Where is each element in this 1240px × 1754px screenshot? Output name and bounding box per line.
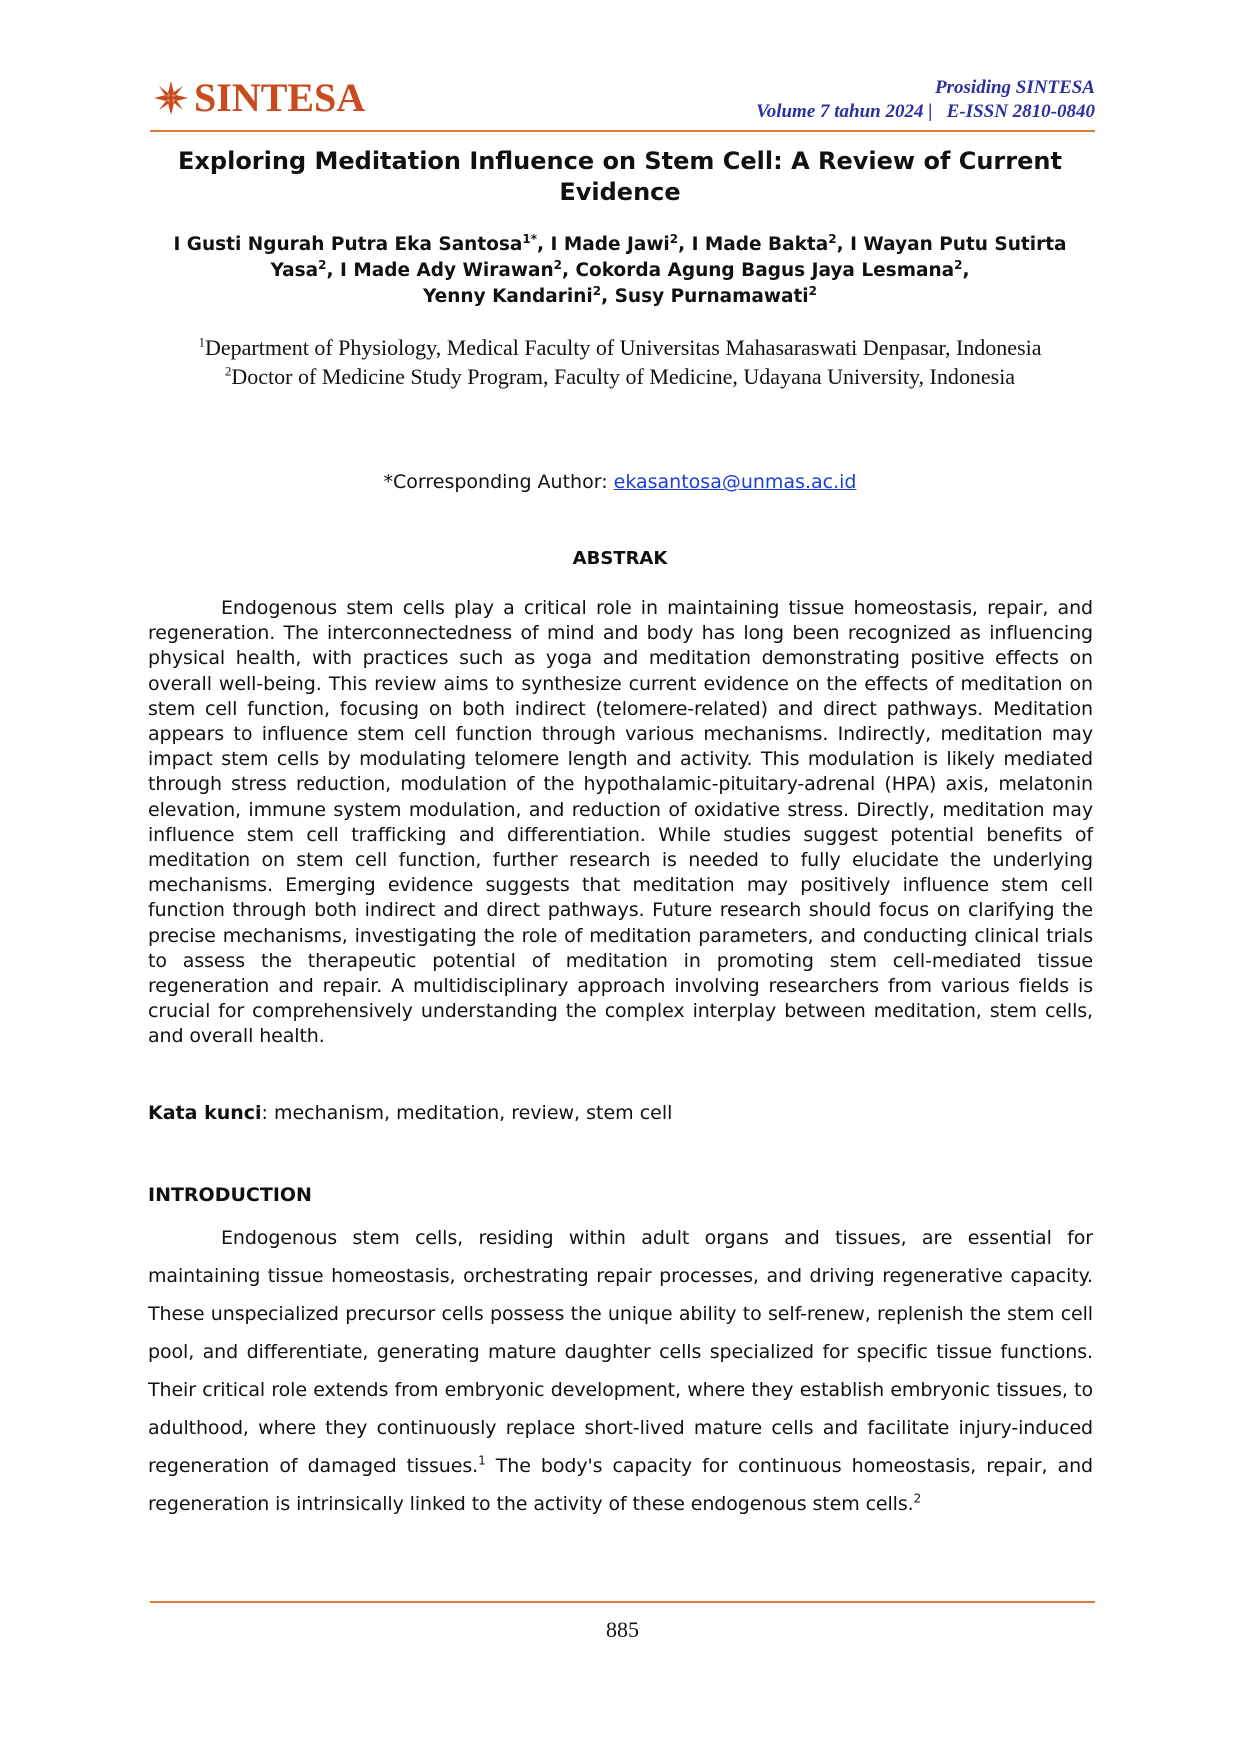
affiliation-text: Department of Physiology, Medical Faculty of Universitas Mahasaraswati Denpasar, Indonesia <box>204 335 1042 360</box>
author-affiliation-mark: 2 <box>592 283 602 298</box>
sintesa-logo <box>150 76 365 120</box>
author-list <box>140 232 1100 310</box>
intro-paragraph-part: Endogenous stem cells, residing within adult organs and tissues, are essential for maintaining tissue homeostasis, orchestrating repair processes, and driving regenerative capacity. These unspecialized precursor cells possess the unique ability to self-renew, replenish the stem cell pool, and differentiate, generating mature daughter cells specialized for specific tissue functions. Their critical role extends from embryonic development, where they establish embryonic tissues, to adulthood, where they continuously replace short-lived mature cells and facilitate injury-induced regeneration of damaged tissues. <box>148 1227 1093 1477</box>
intro-paragraph-part: The body's capacity for continuous homeostasis, repair, and regeneration is intrinsically linked to the activity of these endogenous stem cells. <box>148 1455 1093 1515</box>
author: Susy Purnamawati <box>614 286 809 307</box>
introduction-text <box>148 1219 1093 1523</box>
author-affiliation-mark: 2 <box>828 231 837 246</box>
keywords <box>148 1101 1093 1125</box>
author: Cokorda Agung Bagus Jaya Lesmana <box>575 260 955 281</box>
affiliation-text: Doctor of Medicine Study Program, Faculty of Medicine, Udayana University, Indonesia <box>231 364 1016 389</box>
author-affiliation-mark: 2 <box>669 231 679 246</box>
affiliation <box>140 362 1100 391</box>
corresponding-email-link[interactable]: ekasantosa@unmas.ac.id <box>613 471 857 493</box>
page-header <box>150 70 1095 130</box>
author: I Made Ady Wirawan <box>340 260 554 281</box>
corresponding-label: *Corresponding Author: <box>383 471 614 493</box>
keywords-label: Kata kunci <box>148 1102 262 1124</box>
author-separator: , <box>962 260 970 281</box>
volume-info: Volume 7 tahun 2024 | <box>756 101 933 122</box>
header-divider <box>150 130 1095 132</box>
abstract-text: Endogenous stem cells play a critical role in maintaining tissue homeostasis, repair, and regeneration. The interconnectedness of mind and body has long been recognized as influencing physical health, with practices such as yoga and meditation demonstrating positive effects on overall well-being. This review aims to synthesize current evidence on the effects of meditation on stem cell function, focusing on both indirect (telomere-related) and direct pathways. Meditation appears to influence stem cell function through various mechanisms. Indirectly, meditation may impact stem cells by modulating telomere length and activity. This modulation is likely mediated through stress reduction, modulation of the hypothalamic-pituitary-adrenal (HPA) axis, melatonin elevation, immune system modulation, and reduction of oxidative stress. Directly, meditation may influence stem cell trafficking and differentiation. While studies suggest potential benefits of meditation on stem cell function, further research is needed to fully elucidate the underlying mechanisms. Emerging evidence suggests that meditation may positively influence stem cell function through both indirect and direct pathways. Future research should focus on clarifying the precise mechanisms, investigating the role of meditation parameters, and conducting clinical trials to assess the therapeutic potential of meditation in promoting stem cell-mediated tissue regeneration and repair. A multidisciplinary approach involving researchers from various fields is crucial for comprehensively understanding the complex interplay between meditation, stem cells, and overall health. <box>148 597 1093 1048</box>
volume-issn-line <box>756 100 1095 124</box>
author: I Made Jawi <box>550 234 670 255</box>
author: Yenny Kandarini <box>422 286 593 307</box>
footer-divider <box>150 1601 1095 1603</box>
author-separator: , <box>601 286 615 307</box>
journal-info <box>756 76 1095 124</box>
author-affiliation-mark: 2 <box>954 257 963 272</box>
logo-wordmark: SINTESA <box>194 75 366 120</box>
corresponding-author <box>140 470 1100 494</box>
abstract-heading: ABSTRAK <box>572 548 668 569</box>
citation-ref: 2 <box>913 1491 922 1506</box>
flower-emblem-icon <box>150 77 192 119</box>
author: I Made Bakta <box>691 234 829 255</box>
introduction-heading: INTRODUCTION <box>148 1184 312 1206</box>
paper-title: Exploring Meditation Influence on Stem Cell: A Review of Current Evidence <box>178 147 1062 206</box>
page-number: 885 <box>606 1617 639 1642</box>
author-separator: , <box>836 234 851 255</box>
author-separator: , <box>537 234 551 255</box>
author-separator: , <box>678 234 692 255</box>
author: I Wayan Putu Sutirta Yasa <box>270 234 1067 281</box>
author-affiliation-mark: 2 <box>318 257 327 272</box>
author-affiliation-mark: 2 <box>553 257 562 272</box>
keywords-list: : mechanism, meditation, review, stem cell <box>261 1102 673 1124</box>
affiliation <box>140 333 1100 362</box>
affiliation-mark: 2 <box>224 363 232 379</box>
issn: E-ISSN 2810-0840 <box>946 101 1095 122</box>
affiliation-mark: 1 <box>198 334 205 350</box>
author-separator: , <box>561 260 576 281</box>
author: I Gusti Ngurah Putra Eka Santosa <box>173 234 523 255</box>
author-affiliation-mark: 2 <box>808 283 817 298</box>
author-affiliation-mark: 1* <box>522 231 538 246</box>
proceeding-name: Prosiding SINTESA <box>935 77 1095 98</box>
author-separator: , <box>326 260 340 281</box>
citation-ref: 1 <box>478 1453 486 1468</box>
affiliations <box>140 333 1100 391</box>
